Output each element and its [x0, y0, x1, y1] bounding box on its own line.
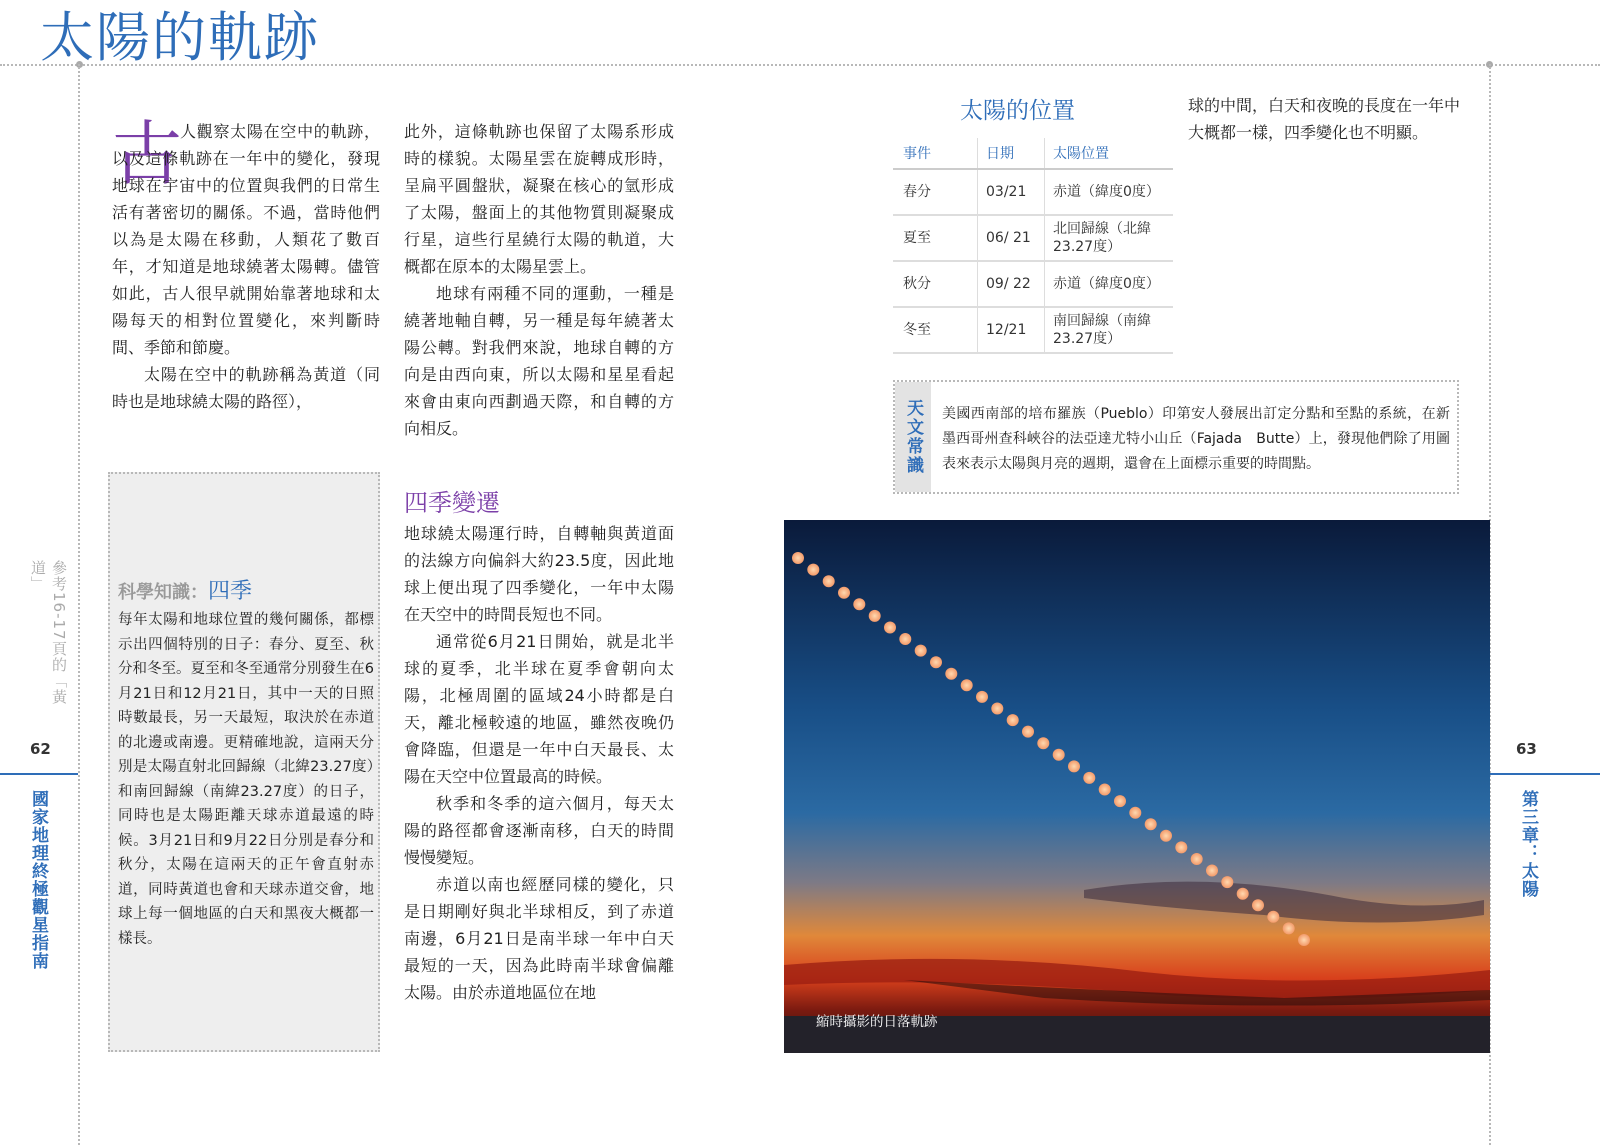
paragraph: 地球有兩種不同的運動，一種是繞著地軸自轉，另一種是每年繞著太陽公轉。對我們來說，地球自轉的方向是由西向東，所以太陽和星星看起來會由東向西劃過天際，和自轉的方向相反。	[404, 284, 674, 438]
sun-trail-dot	[792, 552, 804, 564]
left-margin-rule	[78, 64, 80, 1145]
paragraph: 秋季和冬季的這六個月，每天太陽的路徑都會逐漸南移，白天的時間慢慢變短。	[404, 794, 674, 867]
column-2	[404, 118, 674, 442]
table-header: 日期	[978, 138, 1045, 169]
reference-note: 參考16-17頁的「黃道」	[29, 560, 68, 705]
table-cell: 北回歸線（北緯23.27度）	[1045, 215, 1174, 261]
sun-trail-dot	[1206, 865, 1218, 877]
sun-trail-dot	[1252, 899, 1264, 911]
sun-trail-dot	[1267, 911, 1279, 923]
sun-trail-dot	[991, 703, 1003, 715]
left-tab-line	[0, 773, 78, 775]
table-cell: 夏至	[893, 215, 978, 261]
paragraph: 通常從6月21日開始，就是北半球的夏季，北半球在夏季會朝向太陽，北極周圍的區域24小時都是白天，離北極較遠的地區，雖然夜晚仍會降臨，但還是一年中白天最長、太陽在天空中位置最高的時候。	[404, 632, 674, 786]
drop-cap: 古	[112, 113, 182, 195]
sun-trail-dot	[1022, 726, 1034, 738]
paragraph: 人觀察太陽在空中的軌跡，以及這條軌跡在一年中的變化，發現地球在宇宙中的位置與我們的日常生活有著密切的關係。不過，當時他們以為是太陽在移動，人類花了數百年，才知道是地球繞著太陽轉。儘管如此，古人很早就開始靠著地球和太陽每天的相對位置變化，來判斷時間、季節和節慶。	[112, 122, 380, 357]
page-number-left: 62	[30, 740, 51, 758]
table-cell: 赤道（緯度0度）	[1045, 169, 1174, 215]
table-cell: 09/ 22	[978, 261, 1045, 307]
science-title: 四季	[208, 579, 253, 604]
sun-trail-dot	[838, 587, 850, 599]
sun-trail-dot	[1221, 876, 1233, 888]
science-sidebar-text: 每年太陽和地球位置的幾何關係，都標示出四個特別的日子：春分、夏至、秋分和冬至。夏至和冬至通常分別發生在6月21日和12月21日，其中一天的日照時數最長，另一天最短，取決於在赤道的北邊或南邊。更精確地說，這兩天分別是太陽直射北回歸線（北緯23.27度）和南回歸線（南緯23.27度）的日子，同時也是太陽距離天球赤道最遠的時候。3月21日和9月22日分別是春分和秋分，太陽在這兩天的正午會直射赤道，同時黃道也會和天球赤道交會，地球上每一個地區的白天和黑夜大概都一樣長。	[118, 612, 374, 947]
sun-trail-dot	[945, 668, 957, 680]
paragraph: 赤道以南也經歷同樣的變化，只是日期剛好與北半球相反，到了赤道南邊，6月21日是南半球一年中白天最短的一天，因為此時南半球會偏離太陽。由於赤道地區位在地	[404, 875, 674, 1002]
sun-trail-dot	[1283, 922, 1295, 934]
science-label: 科學知識：	[118, 582, 208, 603]
sun-trail-dot	[853, 598, 865, 610]
sun-trail-dot	[1160, 830, 1172, 842]
table-header: 事件	[893, 138, 978, 169]
sun-trail-dot	[1129, 807, 1141, 819]
sun-trail-dot	[884, 622, 896, 634]
sun-trail-dot	[930, 656, 942, 668]
astronomy-note-text: 美國西南部的培布羅族（Pueblo）印第安人發展出訂定分點和至點的系統，在新墨西哥州查科峽谷的法亞達尤特小山丘（Fajada Butte）上，發現他們除了用圖表來表示太陽與月亮的週期，還會在上面標示重要的時間點。	[942, 406, 1450, 472]
paragraph: 此外，這條軌跡也保留了太陽系形成時的樣貌。太陽星雲在旋轉成形時，呈扁平圓盤狀，凝聚在核心的氫形成了太陽，盤面上的其他物質則凝聚成行星，這些行星繞行太陽的軌道，大概都在原本的太陽星雲上。	[404, 122, 674, 276]
paragraph: 球的中間，白天和夜晚的長度在一年中大概都一樣，四季變化也不明顯。	[1188, 96, 1461, 142]
section-heading: 四季變遷	[404, 489, 500, 517]
sun-trail-dot	[1114, 795, 1126, 807]
sun-trail-dot	[1053, 749, 1065, 761]
table-cell: 秋分	[893, 261, 978, 307]
table-cell: 冬至	[893, 307, 978, 353]
sun-trail-dot	[976, 691, 988, 703]
table-row	[893, 169, 1173, 215]
sun-trail-dot	[1237, 888, 1249, 900]
photo-caption: 縮時攝影的日落軌跡	[816, 1014, 938, 1030]
table-row	[893, 215, 1173, 261]
sun-trail-dot	[1175, 841, 1187, 853]
column-3	[1188, 92, 1460, 146]
table-cell: 赤道（緯度0度）	[1045, 261, 1174, 307]
sun-trail-dot	[1298, 934, 1310, 946]
sun-trail-dot	[807, 564, 819, 576]
table-cell: 春分	[893, 169, 978, 215]
sun-trail-dot	[915, 645, 927, 657]
table-cell: 06/ 21	[978, 215, 1045, 261]
sun-trail-dot	[1099, 784, 1111, 796]
table-cell: 03/21	[978, 169, 1045, 215]
paragraph: 地球繞太陽運行時，自轉軸與黃道面的法線方向偏斜大約23.5度，因此地球上便出現了四季變化，一年中太陽在天空中的時間長短也不同。	[404, 524, 674, 624]
sun-trail-dot	[1068, 760, 1080, 772]
sun-trail-dot	[1191, 853, 1203, 865]
table-cell: 12/21	[978, 307, 1045, 353]
sun-trail-dot	[1007, 714, 1019, 726]
column-2-continued	[404, 520, 674, 1006]
table-header: 太陽位置	[1045, 138, 1174, 169]
sunset-timelapse-photo	[784, 520, 1490, 1053]
sun-trail-dot	[1083, 772, 1095, 784]
sun-trail-dot	[823, 575, 835, 587]
table-cell: 南回歸線（南緯23.27度）	[1045, 307, 1174, 353]
page-title: 太陽的軌跡	[40, 6, 320, 69]
page-number-right: 63	[1516, 740, 1537, 758]
paragraph: 太陽在空中的軌跡稱為黃道（同時也是地球繞太陽的路徑），	[112, 365, 380, 411]
running-head-left: 國家地理終極觀星指南	[28, 790, 48, 970]
sun-trail-dot	[899, 633, 911, 645]
sun-position-table	[893, 138, 1173, 354]
table-title: 太陽的位置	[960, 98, 1075, 124]
running-head-right: 第三章：太陽	[1518, 790, 1538, 898]
astronomy-note-tag: 天文常識	[895, 382, 931, 492]
sun-trail-dot	[961, 679, 973, 691]
science-sidebar-title	[118, 576, 252, 608]
column-1	[112, 113, 380, 415]
sun-trail-dot	[1037, 737, 1049, 749]
sun-trail-dot	[869, 610, 881, 622]
table-row	[893, 307, 1173, 353]
table-row	[893, 261, 1173, 307]
table-header-row	[893, 138, 1173, 169]
right-tab-line	[1490, 773, 1600, 775]
sun-trail-dot	[1145, 818, 1157, 830]
